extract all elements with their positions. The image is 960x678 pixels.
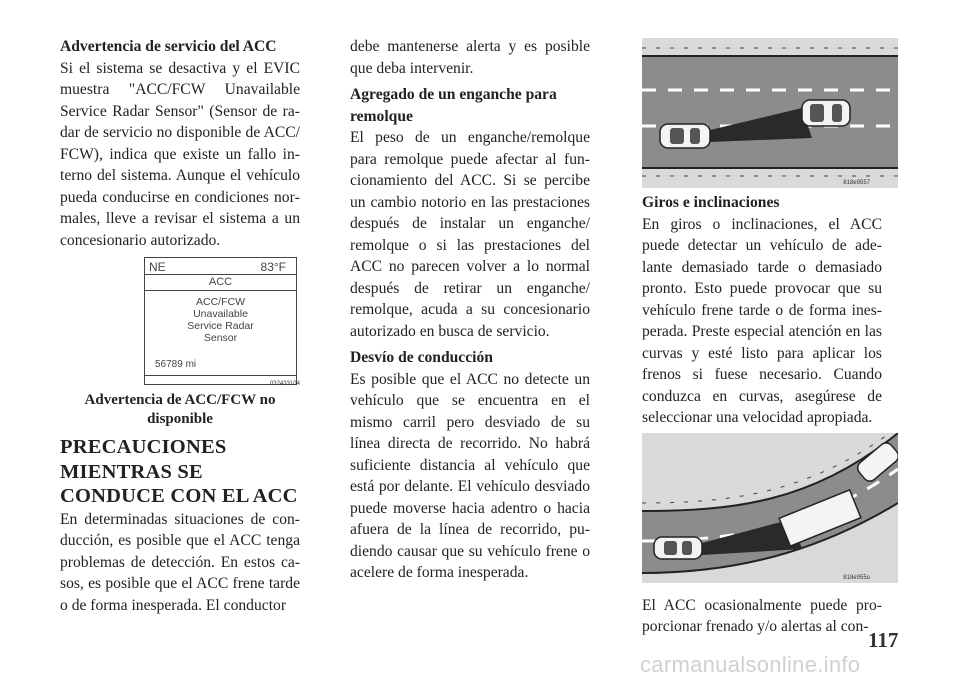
column-left <box>60 36 300 616</box>
figure-caption: Advertencia de ACC/FCW no disponible <box>84 392 276 427</box>
column-right <box>642 36 882 638</box>
page-number: 117 <box>868 628 899 652</box>
column-middle <box>350 36 590 584</box>
paragraph-curves: En giros o inclinaciones, el ACC puede detectar un vehículo de adelante demasiado tarde o demasiado pronto. Esto puede provocar que su vehículo frene tarde o de forma inesperada. Preste especial atención en las curvas y esté listo para aplicar los frenos si fuese necesario. Cuando conduzca en curvas, asegúrese de seleccionar una velocidad apropiada. <box>642 215 882 426</box>
heading-curves: Giros e inclinaciones <box>642 194 780 211</box>
evic-msg-line: Unavailable <box>193 308 248 320</box>
evic-odometer: 56789 mi <box>155 359 197 370</box>
offset-driving-figure <box>642 38 882 188</box>
offset-driving-illustration <box>642 38 898 188</box>
paragraph-continued: debe mantenerse alerta y es posible que deba intervenir. <box>350 38 590 77</box>
heading-offset-driving: Desvío de conducción <box>350 349 493 366</box>
evic-divider <box>145 375 296 376</box>
watermark: carmanualsonline.info <box>640 652 861 677</box>
paragraph-offset-driving: Es posible que el ACC no detecte un vehículo que se encuentra en el mismo carril pero desviado de su línea directa de recorrido. No habrá suficiente distancia al vehículo que está por delante. El vehículo desviado puede moverse hacia adentro o hacia afuera de la línea de recorrido, pudiendo causar que su vehículo frene o acelere de forma inesperada. <box>350 370 590 581</box>
heading-trailer-hitch: Agregado de un enganche para remolque <box>350 86 557 125</box>
evic-display <box>144 257 297 385</box>
paragraph-closing: El ACC ocasionalmente puede proporcionar frenado y/o alertas al con- <box>642 596 882 635</box>
evic-display-figure <box>60 255 300 391</box>
curves-illustration <box>642 433 898 583</box>
evic-msg-line: ACC/FCW <box>196 296 245 308</box>
section-title: PRECAUCIONES MIENTRAS SE CONDUCE CON EL ACC <box>60 436 298 507</box>
figure-code: 818e955o <box>843 574 870 581</box>
evic-msg-line: Sensor <box>203 332 238 344</box>
evic-message <box>145 296 296 344</box>
evic-mode: ACC <box>145 275 296 291</box>
paragraph-service-warning: Si el sistema se desactiva y el EVIC muestra "ACC/FCW Unavailable Service Radar Sensor" (Sensor de radar de servicio no disponible de ACC/ FCW), indica que existe un fallo interno del sistema. Aunque el vehículo pueda conducirse en condiciones normales, lleve a revisar el sistema a un concesionario autorizado. <box>60 59 300 249</box>
paragraph-trailer-hitch: El peso de un enganche/remolque para remolque puede afectar al funcionamiento del ACC. Si se percibe un cambio notorio en las prestaciones después de instalar un enganche/ remolque o si las prestaciones del ACC no parecen volver a lo normal después de retirar un enganche/ remolque, acuda a su concesionario autorizado en busca de servicio. <box>350 129 590 340</box>
evic-msg-line: Service Radar <box>187 320 254 332</box>
evic-temperature: 83°F <box>260 260 286 274</box>
paragraph-intro: En determinadas situaciones de conducción, es posible que el ACC tenga problemas de detección. En estos casos, es posible que el ACC frene tarde o de forma inesperada. El conductor <box>60 510 300 614</box>
heading-acc-service-warning: Advertencia de servicio del ACC <box>60 38 277 55</box>
figure-code: 818e9557 <box>843 180 870 186</box>
curves-figure <box>642 433 882 583</box>
evic-compass: NE <box>149 260 166 274</box>
figure-code: 032433104 <box>269 381 300 387</box>
